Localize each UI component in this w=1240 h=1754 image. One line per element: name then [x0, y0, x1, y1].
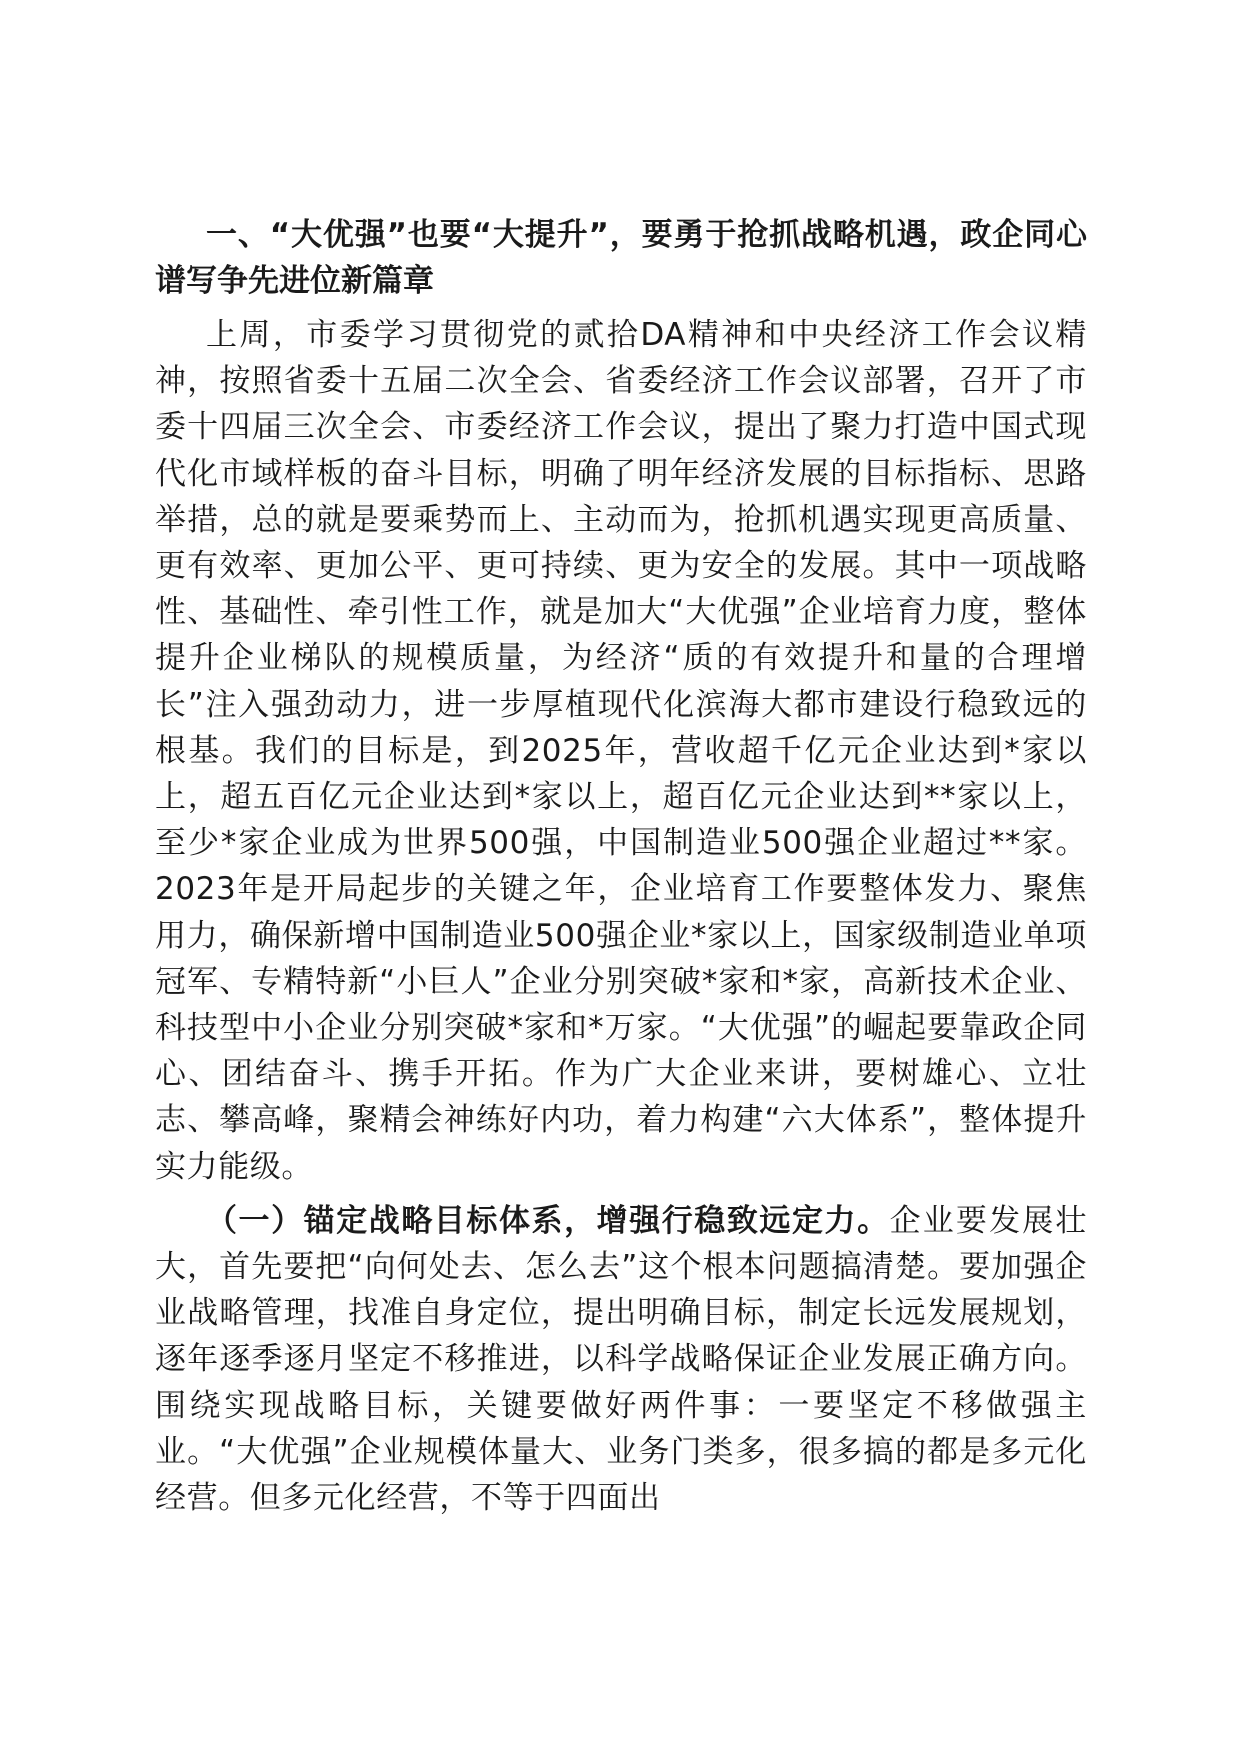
document-page	[155, 212, 1087, 1521]
body-paragraph-2	[155, 1198, 1087, 1521]
subsection-lead: （一）锚定战略目标体系，增强行稳致远定力。	[206, 1202, 890, 1239]
body-paragraph-1	[155, 312, 1087, 1190]
paragraph-text: 企业要发展壮大，首先要把“向何处去、怎么去”这个根本问题搞清楚。要加强企业战略管理，找准自身定位，提出明确目标，制定长远发展规划，逐年逐季逐月坚定不移推进，以科学战略保证企业发展正确方向。围绕实现战略目标，关键要做好两件事：一要坚定不移做强主业。“大优强”企业规模体量大、业务门类多，很多搞的都是多元化经营。但多元化经营，不等于四面出	[155, 1202, 1087, 1517]
paragraph-text: 上周，市委学习贯彻党的贰拾DA精神和中央经济工作会议精神，按照省委十五届二次全会、省委经济工作会议部署，召开了市委十四届三次全会、市委经济工作会议，提出了聚力打造中国式现代化市域样板的奋斗目标，明确了明年经济发展的目标指标、思路举措，总的就是要乘势而上、主动而为，抢抓机遇实现更高质量、更有效率、更加公平、更可持续、更为安全的发展。其中一项战略性、基础性、牵引性工作，就是加大“大优强”企业培育力度，整体提升企业梯队的规模质量，为经济“质的有效提升和量的合理增长”注入强劲动力，进一步厚植现代化滨海大都市建设行稳致远的根基。我们的目标是，到2025年，营收超千亿元企业达到*家以上，超五百亿元企业达到*家以上，超百亿元企业达到**家以上，至少*家企业成为世界500强，中国制造业500强企业超过**家。2023年是开局起步的关键之年，企业培育工作要整体发力、聚焦用力，确保新增中国制造业500强企业*家以上，国家级制造业单项冠军、专精特新“小巨人”企业分别突破*家和*家，高新技术企业、科技型中小企业分别突破*家和*万家。“大优强”的崛起要靠政企同心、团结奋斗、携手开拓。作为广大企业来讲，要树雄心、立壮志、攀高峰，聚精会神练好内功，着力构建“六大体系”，整体提升实力能级。	[155, 317, 1087, 1185]
section-heading: 一、“大优强”也要“大提升”，要勇于抢抓战略机遇，政企同心谱写争先进位新篇章	[155, 217, 1087, 299]
